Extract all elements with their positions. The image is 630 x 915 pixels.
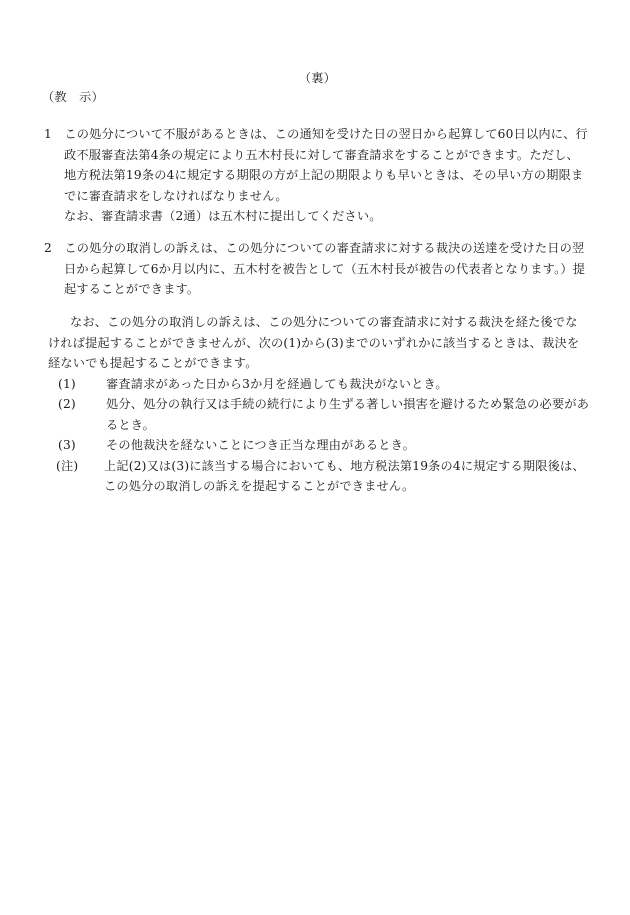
condition-3-number: (3) — [58, 438, 76, 452]
condition-1-number: (1) — [58, 376, 76, 391]
condition-3 — [44, 435, 590, 456]
condition-2-text: 処分、処分の執行又は手続の続行により生ずる著しい損害を避けるため緊急の必要があるとき。 — [106, 397, 590, 432]
item-1-note: なお、審査請求書（2通）は五木村に提出してください。 — [64, 209, 382, 223]
footnote-label: (注) — [56, 458, 79, 473]
condition-3-text: その他裁決を経ないことにつき正当な理由があるとき。 — [106, 438, 415, 452]
condition-1-text: 審査請求があった日から3か月を経過しても裁決がないとき。 — [106, 376, 448, 391]
item-2-note-block — [44, 312, 590, 497]
item-2-text: 2 この処分の取消しの訴えは、この処分についての審査請求に対する裁決の送達を受けた日の翌日から起算して6か月以内に、五木村を被告として（五木村長が被告の代表者となります。）提起することができます。 — [44, 241, 586, 296]
footnote-text: 上記(2)又は(3)に該当する場合においても、地方税法第19条の4に規定する期限後は、この処分の取消しの訴えを提起することができません。 — [104, 458, 585, 493]
item-1 — [44, 124, 590, 227]
condition-1 — [44, 374, 590, 395]
item-1-text: 1 この処分について不服があるときは、この通知を受けた日の翌日から起算して60日以内に、行政不服審査法第4条の規定により五木村長に対して審査請求をすることができます。ただし、地方税法第19条の4に規定する期限の方が上記の期限よりも早いときは、その早い方の期限までに審査請求をしなければなりません。 — [44, 127, 588, 203]
item-2-note: なお、この処分の取消しの訴えは、この処分についての審査請求に対する裁決を経た後でなければ提起することができませんが、次の(1)から(3)までのいずれかに該当するときは、裁決を経ないでも提起することができます。 — [48, 315, 580, 370]
item-2 — [44, 238, 590, 300]
section-heading-kyoji: （教 示） — [42, 90, 104, 104]
page-side-label: （裏） — [298, 71, 337, 85]
condition-2 — [44, 394, 590, 435]
footnote — [44, 456, 590, 497]
condition-2-number: (2) — [58, 397, 76, 411]
